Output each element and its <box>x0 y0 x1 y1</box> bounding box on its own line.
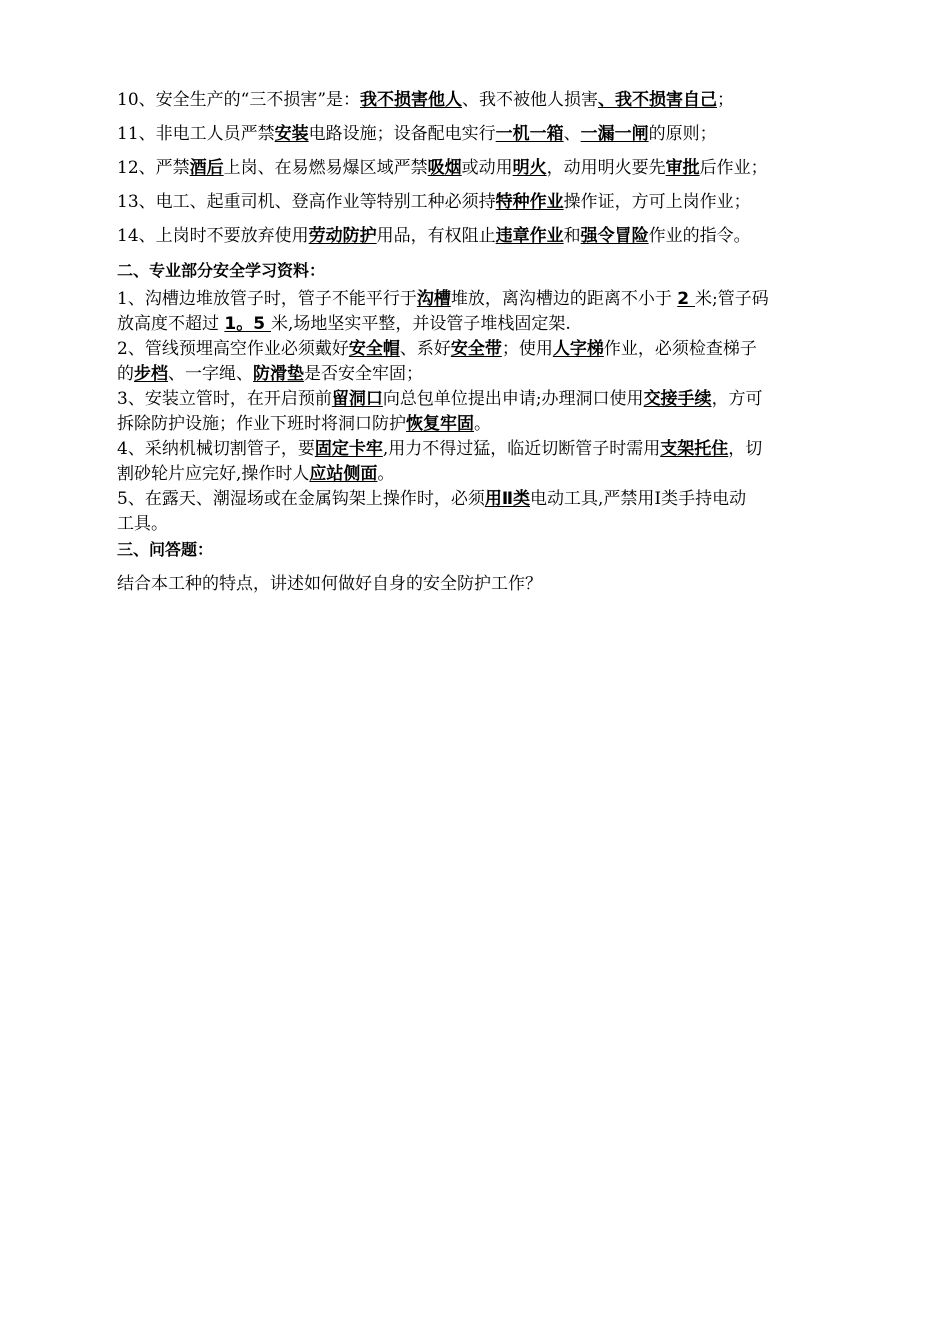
text-segment: 的原则； <box>648 124 717 144</box>
safety-rule-item11 <box>117 122 847 147</box>
text-segment: 电路设施；设备配电实行 <box>308 124 496 144</box>
underlined-answer: 安全带 <box>450 339 502 359</box>
professional-rule-p3 <box>117 387 847 437</box>
text-segment: ，方可 <box>711 389 763 409</box>
underlined-answer: 人字梯 <box>552 339 604 359</box>
underlined-answer: 2 <box>677 289 695 309</box>
underlined-answer: 应站侧面 <box>309 464 378 484</box>
text-segment: 堆放，离沟槽边的距离不小于 <box>450 289 678 309</box>
underlined-answer: 我不损害他人 <box>360 90 463 110</box>
text-line <box>117 487 847 512</box>
underlined-answer: 酒后 <box>189 158 224 178</box>
professional-rule-p1 <box>117 287 847 337</box>
underlined-answer: 审批 <box>665 158 700 178</box>
underlined-answer: 劳动防护 <box>308 226 377 246</box>
underlined-answer: 吸烟 <box>427 158 462 178</box>
text-segment: 10、安全生产的“三不损害”是： <box>117 90 361 110</box>
text-line <box>117 337 847 362</box>
text-segment: 割砂轮片应完好,操作时人 <box>117 464 310 484</box>
professional-safety-list <box>117 287 847 537</box>
text-segment: 作业，必须检查梯子 <box>603 339 757 359</box>
safety-rule-item12 <box>117 156 847 181</box>
text-segment: 。 <box>377 464 395 484</box>
text-segment: 用品，有权阻止 <box>376 226 496 246</box>
text-line <box>117 437 847 462</box>
text-segment: 操作证，方可上岗作业； <box>563 192 751 212</box>
text-segment: 、一字绳、 <box>168 364 253 384</box>
underlined-answer: 沟槽 <box>416 289 451 309</box>
text-segment: ； <box>717 90 735 110</box>
text-segment: 3、安装立管时，在开启预前 <box>117 389 332 409</box>
text-segment: 、 <box>563 124 581 144</box>
text-segment: 向总包单位提出申请;办理洞口使用 <box>382 389 644 409</box>
text-segment: 。 <box>474 414 491 434</box>
underlined-answer: 一漏一闸 <box>580 124 649 144</box>
text-line <box>117 387 847 412</box>
text-segment: 1、沟槽边堆放管子时，管子不能平行于 <box>117 289 417 309</box>
text-segment: 14、上岗时不要放弃使用 <box>117 226 309 246</box>
text-segment: 作业的指令。 <box>648 226 751 246</box>
text-segment: 米;管子码 <box>694 289 769 309</box>
safety-rule-item14 <box>117 224 847 249</box>
underlined-answer: 步档 <box>134 364 168 384</box>
underlined-answer: 、我不损害自己 <box>598 90 718 110</box>
text-segment: ,用力不得过猛，临近切断管子时需用 <box>382 439 661 459</box>
text-segment: 12、严禁 <box>117 158 190 178</box>
text-segment: 放高度不超过 <box>117 314 225 334</box>
question-text: 结合本工种的特点，讲述如何做好自身的安全防护工作？ <box>117 574 542 594</box>
underlined-answer: 恢复牢固 <box>406 414 474 434</box>
underlined-answer: 明火 <box>512 158 547 178</box>
text-line <box>117 512 847 537</box>
safety-rule-item13 <box>117 190 847 215</box>
underlined-answer: 一机一箱 <box>495 124 564 144</box>
text-segment: 4、采纳机械切割管子，要 <box>117 439 315 459</box>
underlined-answer: 安装 <box>274 124 309 144</box>
safety-rule-item10 <box>117 88 847 113</box>
underlined-answer: 留洞口 <box>331 389 383 409</box>
text-segment: ；使用 <box>501 339 553 359</box>
text-segment: 5、在露天、潮湿场或在金属钩架上操作时，必须 <box>117 489 485 509</box>
text-segment: 上岗、在易燃易爆区域严禁 <box>223 158 428 178</box>
text-segment: 、系好 <box>399 339 451 359</box>
text-line <box>117 312 847 337</box>
text-segment: ，切 <box>728 439 763 459</box>
text-line <box>117 462 847 487</box>
underlined-answer: 1。5 <box>224 314 271 334</box>
document-page <box>117 88 847 597</box>
professional-rule-p2 <box>117 337 847 387</box>
text-segment: 电动工具,严禁用Ⅰ类手持电动 <box>530 489 747 509</box>
text-line <box>117 412 847 437</box>
text-segment: 13、电工、起重司机、登高作业等特别工种必须持 <box>117 192 496 212</box>
text-line <box>117 362 847 387</box>
text-segment: 、我不被他人损害 <box>462 90 599 110</box>
text-segment: 11、非电工人员严禁 <box>117 124 275 144</box>
underlined-answer: 支架托住 <box>660 439 729 459</box>
text-segment: 和 <box>563 226 581 246</box>
underlined-answer: 强令冒险 <box>580 226 649 246</box>
text-segment: 2、管线预埋高空作业必须戴好 <box>117 339 349 359</box>
underlined-answer: 固定卡牢 <box>314 439 383 459</box>
underlined-answer: 安全帽 <box>348 339 400 359</box>
section-heading-questions: 三、问答题： <box>117 540 214 559</box>
underlined-answer: 违章作业 <box>495 226 564 246</box>
underlined-answer: 交接手续 <box>643 389 712 409</box>
professional-rule-p5 <box>117 487 847 537</box>
text-segment: 工具。 <box>117 514 168 534</box>
text-segment: 拆除防护设施；作业下班时将洞口防护 <box>117 414 406 434</box>
general-safety-list <box>117 88 847 249</box>
section-heading-professional: 二、专业部分安全学习资料： <box>117 261 326 280</box>
underlined-answer: 用Ⅱ类 <box>484 489 531 509</box>
underlined-answer: 防滑垫 <box>253 364 304 384</box>
text-segment: 的 <box>117 364 134 384</box>
text-segment: ，动用明火要先 <box>546 158 666 178</box>
text-segment: 是否安全牢固； <box>304 364 423 384</box>
text-line <box>117 287 847 312</box>
text-segment: 或动用 <box>461 158 513 178</box>
text-segment: 米,场地坚实平整，并设管子堆栈固定架. <box>270 314 571 334</box>
professional-rule-p4 <box>117 437 847 487</box>
text-segment: 后作业； <box>699 158 768 178</box>
underlined-answer: 特种作业 <box>495 192 564 212</box>
